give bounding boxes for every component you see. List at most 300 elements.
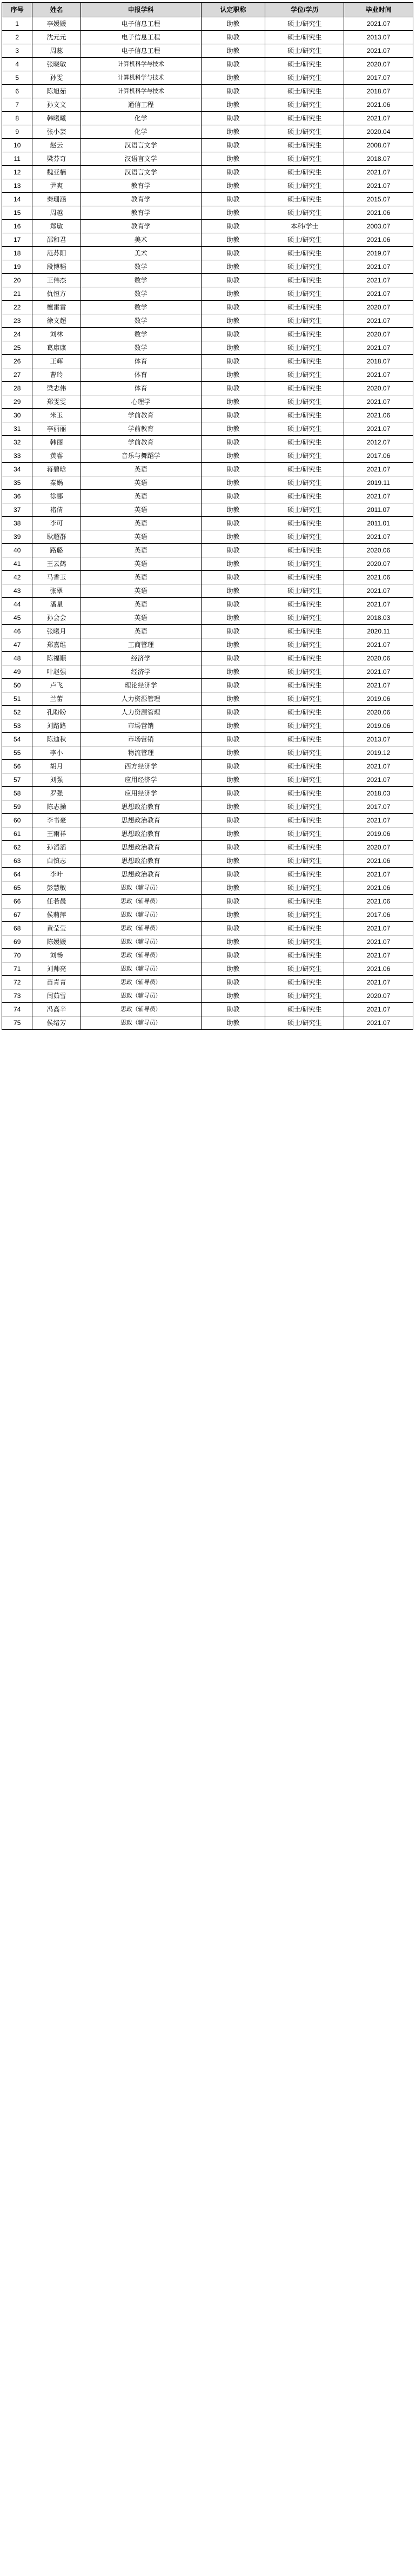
cell-seq: 66 [2,895,32,908]
table-row [2,517,413,530]
cell-name: 冯高辛 [32,1003,80,1016]
cell-name: 尹爽 [32,179,80,193]
cell-subject: 教育学 [80,220,201,233]
cell-date: 2020.07 [344,989,413,1003]
cell-seq: 9 [2,125,32,139]
table-row [2,463,413,476]
cell-name: 李叶 [32,868,80,881]
cell-title: 助教 [201,665,265,679]
cell-name: 黄睿 [32,449,80,463]
cell-title: 助教 [201,989,265,1003]
cell-title: 助教 [201,301,265,314]
column-header-name: 姓名 [32,3,80,17]
cell-title: 助教 [201,166,265,179]
cell-title: 助教 [201,706,265,719]
cell-date: 2019.06 [344,692,413,706]
cell-degree: 硕士/研究生 [265,125,344,139]
cell-name: 孔盼盼 [32,706,80,719]
cell-degree: 硕士/研究生 [265,989,344,1003]
cell-degree: 硕士/研究生 [265,436,344,449]
cell-degree: 硕士/研究生 [265,895,344,908]
cell-name: 白慎志 [32,854,80,868]
cell-seq: 69 [2,935,32,949]
cell-name: 李媛媛 [32,17,80,31]
cell-seq: 70 [2,949,32,962]
cell-date: 2021.06 [344,854,413,868]
cell-degree: 硕士/研究生 [265,152,344,166]
cell-seq: 50 [2,679,32,692]
cell-subject: 英语 [80,557,201,571]
table-row [2,800,413,814]
cell-title: 助教 [201,382,265,395]
table-row [2,679,413,692]
cell-seq: 39 [2,530,32,544]
cell-degree: 硕士/研究生 [265,760,344,773]
cell-degree: 硕士/研究生 [265,679,344,692]
cell-name: 仇恒方 [32,287,80,301]
cell-title: 助教 [201,179,265,193]
cell-subject: 思政（辅导员） [80,989,201,1003]
cell-name: 梁芬奇 [32,152,80,166]
cell-subject: 英语 [80,625,201,638]
cell-subject: 汉语言文学 [80,139,201,152]
table-row [2,976,413,989]
table-row [2,908,413,922]
cell-name: 张小芸 [32,125,80,139]
cell-date: 2020.06 [344,706,413,719]
cell-date: 2020.07 [344,58,413,71]
table-row [2,1016,413,1030]
cell-date: 2021.07 [344,260,413,274]
cell-seq: 65 [2,881,32,895]
cell-name: 褚倩 [32,503,80,517]
cell-degree: 硕士/研究生 [265,179,344,193]
cell-seq: 24 [2,328,32,341]
cell-degree: 硕士/研究生 [265,301,344,314]
table-row [2,287,413,301]
cell-name: 侯莉萍 [32,908,80,922]
cell-name: 侯绪芳 [32,1016,80,1030]
cell-degree: 硕士/研究生 [265,1016,344,1030]
cell-title: 助教 [201,85,265,98]
cell-title: 助教 [201,125,265,139]
cell-subject: 音乐与舞蹈学 [80,449,201,463]
table-row [2,71,413,85]
cell-date: 2021.07 [344,314,413,328]
cell-seq: 10 [2,139,32,152]
cell-seq: 12 [2,166,32,179]
table-row [2,220,413,233]
cell-seq: 74 [2,1003,32,1016]
cell-date: 2008.07 [344,139,413,152]
cell-subject: 体育 [80,382,201,395]
cell-degree: 硕士/研究生 [265,881,344,895]
table-row [2,584,413,598]
cell-title: 助教 [201,787,265,800]
cell-degree: 硕士/研究生 [265,530,344,544]
cell-degree: 硕士/研究生 [265,598,344,611]
table-row [2,139,413,152]
cell-subject: 应用经济学 [80,773,201,787]
cell-degree: 硕士/研究生 [265,382,344,395]
cell-seq: 60 [2,814,32,827]
cell-degree: 硕士/研究生 [265,949,344,962]
cell-subject: 数学 [80,314,201,328]
cell-name: 孙滔滔 [32,841,80,854]
cell-title: 助教 [201,206,265,220]
cell-name: 陈迪秋 [32,733,80,746]
table-row [2,949,413,962]
table-row [2,382,413,395]
cell-degree: 硕士/研究生 [265,85,344,98]
table-row [2,652,413,665]
cell-degree: 硕士/研究生 [265,517,344,530]
table-row [2,260,413,274]
table-row [2,409,413,422]
cell-seq: 3 [2,44,32,58]
cell-subject: 思政（辅导员） [80,922,201,935]
cell-date: 2020.07 [344,557,413,571]
table-row [2,733,413,746]
table-row [2,746,413,760]
cell-date: 2018.07 [344,355,413,368]
table-row [2,557,413,571]
table-row [2,611,413,625]
cell-name: 叶赵强 [32,665,80,679]
cell-title: 助教 [201,679,265,692]
cell-date: 2021.07 [344,868,413,881]
cell-degree: 硕士/研究生 [265,422,344,436]
cell-title: 助教 [201,274,265,287]
cell-title: 助教 [201,733,265,746]
cell-name: 周蕊 [32,44,80,58]
cell-date: 2021.07 [344,422,413,436]
table-row [2,206,413,220]
cell-name: 周越 [32,206,80,220]
cell-name: 葛康康 [32,341,80,355]
cell-date: 2021.07 [344,949,413,962]
cell-degree: 硕士/研究生 [265,935,344,949]
cell-degree: 硕士/研究生 [265,746,344,760]
cell-degree: 硕士/研究生 [265,247,344,260]
cell-date: 2021.07 [344,490,413,503]
cell-degree: 硕士/研究生 [265,652,344,665]
cell-title: 助教 [201,841,265,854]
cell-title: 助教 [201,908,265,922]
cell-subject: 思政（辅导员） [80,1016,201,1030]
cell-name: 兰蕾 [32,692,80,706]
cell-title: 助教 [201,71,265,85]
cell-date: 2017.06 [344,908,413,922]
cell-date: 2021.07 [344,179,413,193]
cell-title: 助教 [201,139,265,152]
cell-name: 米玉 [32,409,80,422]
table-row [2,85,413,98]
cell-title: 助教 [201,463,265,476]
cell-seq: 21 [2,287,32,301]
cell-degree: 硕士/研究生 [265,274,344,287]
table-row [2,301,413,314]
cell-seq: 48 [2,652,32,665]
cell-degree: 硕士/研究生 [265,868,344,881]
cell-seq: 34 [2,463,32,476]
cell-title: 助教 [201,827,265,841]
table-row [2,17,413,31]
cell-degree: 硕士/研究生 [265,854,344,868]
table-row [2,436,413,449]
table-row [2,544,413,557]
cell-subject: 电子信息工程 [80,31,201,44]
cell-title: 助教 [201,247,265,260]
cell-title: 助教 [201,422,265,436]
cell-name: 彭慧敏 [32,881,80,895]
cell-date: 2021.07 [344,679,413,692]
cell-degree: 硕士/研究生 [265,638,344,652]
cell-subject: 思想政治教育 [80,841,201,854]
cell-title: 助教 [201,328,265,341]
cell-degree: 硕士/研究生 [265,409,344,422]
cell-degree: 硕士/研究生 [265,328,344,341]
cell-name: 李丽丽 [32,422,80,436]
cell-subject: 英语 [80,544,201,557]
cell-title: 助教 [201,17,265,31]
cell-name: 刘畅 [32,949,80,962]
cell-degree: 硕士/研究生 [265,341,344,355]
cell-subject: 思想政治教育 [80,854,201,868]
cell-name: 秦娲 [32,476,80,490]
cell-name: 蒋碧晗 [32,463,80,476]
cell-subject: 英语 [80,571,201,584]
cell-seq: 18 [2,247,32,260]
cell-degree: 硕士/研究生 [265,166,344,179]
cell-subject: 市场营销 [80,733,201,746]
cell-subject: 通信工程 [80,98,201,112]
cell-name: 卢飞 [32,679,80,692]
cell-title: 助教 [201,287,265,301]
cell-title: 助教 [201,1016,265,1030]
table-row [2,503,413,517]
cell-seq: 38 [2,517,32,530]
table-row [2,193,413,206]
cell-seq: 73 [2,989,32,1003]
cell-degree: 硕士/研究生 [265,395,344,409]
cell-subject: 数学 [80,260,201,274]
cell-seq: 52 [2,706,32,719]
cell-degree: 硕士/研究生 [265,827,344,841]
cell-name: 罗强 [32,787,80,800]
cell-name: 陈福顺 [32,652,80,665]
cell-title: 助教 [201,760,265,773]
table-row [2,476,413,490]
cell-date: 2021.07 [344,287,413,301]
cell-title: 助教 [201,557,265,571]
cell-name: 王雨祥 [32,827,80,841]
table-row [2,760,413,773]
cell-seq: 5 [2,71,32,85]
cell-degree: 硕士/研究生 [265,841,344,854]
cell-subject: 经济学 [80,652,201,665]
table-row [2,773,413,787]
table-row [2,341,413,355]
cell-date: 2020.07 [344,328,413,341]
cell-subject: 汉语言文学 [80,152,201,166]
table-row [2,31,413,44]
column-header-title: 认定职称 [201,3,265,17]
table-row [2,665,413,679]
cell-date: 2021.07 [344,368,413,382]
cell-title: 助教 [201,368,265,382]
cell-subject: 计算机科学与技术 [80,58,201,71]
table-row [2,571,413,584]
cell-subject: 经济学 [80,665,201,679]
cell-subject: 思政（辅导员） [80,1003,201,1016]
cell-subject: 英语 [80,490,201,503]
cell-date: 2021.07 [344,274,413,287]
cell-name: 陈志操 [32,800,80,814]
cell-title: 助教 [201,598,265,611]
cell-subject: 心理学 [80,395,201,409]
table-row [2,355,413,368]
cell-subject: 思想政治教育 [80,800,201,814]
table-row [2,895,413,908]
column-header-seq: 序号 [2,3,32,17]
cell-subject: 教育学 [80,206,201,220]
cell-seq: 1 [2,17,32,31]
cell-seq: 22 [2,301,32,314]
cell-degree: 硕士/研究生 [265,260,344,274]
cell-name: 刘强 [32,773,80,787]
cell-date: 2017.07 [344,71,413,85]
table-row [2,841,413,854]
cell-seq: 44 [2,598,32,611]
cell-date: 2011.07 [344,503,413,517]
cell-date: 2018.07 [344,152,413,166]
cell-date: 2021.06 [344,571,413,584]
cell-degree: 硕士/研究生 [265,733,344,746]
table-row [2,58,413,71]
cell-degree: 硕士/研究生 [265,31,344,44]
cell-seq: 61 [2,827,32,841]
cell-name: 王伟杰 [32,274,80,287]
cell-seq: 40 [2,544,32,557]
cell-degree: 硕士/研究生 [265,355,344,368]
cell-subject: 数学 [80,341,201,355]
table-row [2,868,413,881]
cell-seq: 57 [2,773,32,787]
cell-seq: 15 [2,206,32,220]
table-header-row [2,3,413,17]
cell-seq: 49 [2,665,32,679]
cell-name: 张晓敏 [32,58,80,71]
cell-name: 孙文文 [32,98,80,112]
cell-name: 黄莹莹 [32,922,80,935]
cell-seq: 14 [2,193,32,206]
cell-seq: 62 [2,841,32,854]
column-header-date: 毕业时间 [344,3,413,17]
cell-title: 助教 [201,935,265,949]
cell-name: 梁志伟 [32,382,80,395]
cell-title: 助教 [201,854,265,868]
cell-seq: 68 [2,922,32,935]
cell-title: 助教 [201,449,265,463]
cell-degree: 硕士/研究生 [265,611,344,625]
cell-subject: 市场营销 [80,719,201,733]
cell-title: 助教 [201,625,265,638]
cell-degree: 硕士/研究生 [265,1003,344,1016]
table-row [2,247,413,260]
table-row [2,625,413,638]
cell-date: 2021.07 [344,773,413,787]
cell-subject: 英语 [80,584,201,598]
cell-degree: 硕士/研究生 [265,71,344,85]
cell-name: 陈旭茹 [32,85,80,98]
cell-subject: 学前教育 [80,422,201,436]
cell-subject: 思政（辅导员） [80,962,201,976]
cell-degree: 硕士/研究生 [265,571,344,584]
cell-date: 2018.03 [344,611,413,625]
cell-degree: 硕士/研究生 [265,706,344,719]
cell-date: 2019.06 [344,719,413,733]
cell-name: 徐郦 [32,490,80,503]
cell-subject: 应用经济学 [80,787,201,800]
cell-subject: 英语 [80,611,201,625]
cell-date: 2019.12 [344,746,413,760]
cell-date: 2011.01 [344,517,413,530]
cell-title: 助教 [201,976,265,989]
table-row [2,638,413,652]
cell-name: 李小 [32,746,80,760]
cell-degree: 硕士/研究生 [265,503,344,517]
cell-degree: 硕士/研究生 [265,17,344,31]
table-row [2,935,413,949]
cell-degree: 硕士/研究生 [265,908,344,922]
cell-date: 2021.06 [344,233,413,247]
table-row [2,692,413,706]
table-row [2,98,413,112]
cell-seq: 32 [2,436,32,449]
cell-seq: 35 [2,476,32,490]
cell-date: 2021.06 [344,962,413,976]
column-header-subject: 申报学科 [80,3,201,17]
cell-degree: 硕士/研究生 [265,787,344,800]
cell-date: 2018.03 [344,787,413,800]
cell-seq: 29 [2,395,32,409]
cell-title: 助教 [201,112,265,125]
table-row [2,368,413,382]
cell-date: 2021.06 [344,881,413,895]
cell-subject: 人力资源管理 [80,706,201,719]
cell-degree: 硕士/研究生 [265,692,344,706]
table-row [2,706,413,719]
cell-seq: 75 [2,1016,32,1030]
cell-date: 2021.07 [344,584,413,598]
cell-title: 助教 [201,719,265,733]
cell-seq: 47 [2,638,32,652]
cell-name: 韩曦曦 [32,112,80,125]
cell-seq: 36 [2,490,32,503]
cell-date: 2021.07 [344,814,413,827]
cell-title: 助教 [201,98,265,112]
cell-degree: 硕士/研究生 [265,665,344,679]
cell-seq: 17 [2,233,32,247]
cell-title: 助教 [201,260,265,274]
table-row [2,395,413,409]
cell-name: 闫茹雪 [32,989,80,1003]
cell-seq: 45 [2,611,32,625]
cell-title: 助教 [201,692,265,706]
cell-date: 2021.07 [344,17,413,31]
cell-date: 2018.07 [344,85,413,98]
